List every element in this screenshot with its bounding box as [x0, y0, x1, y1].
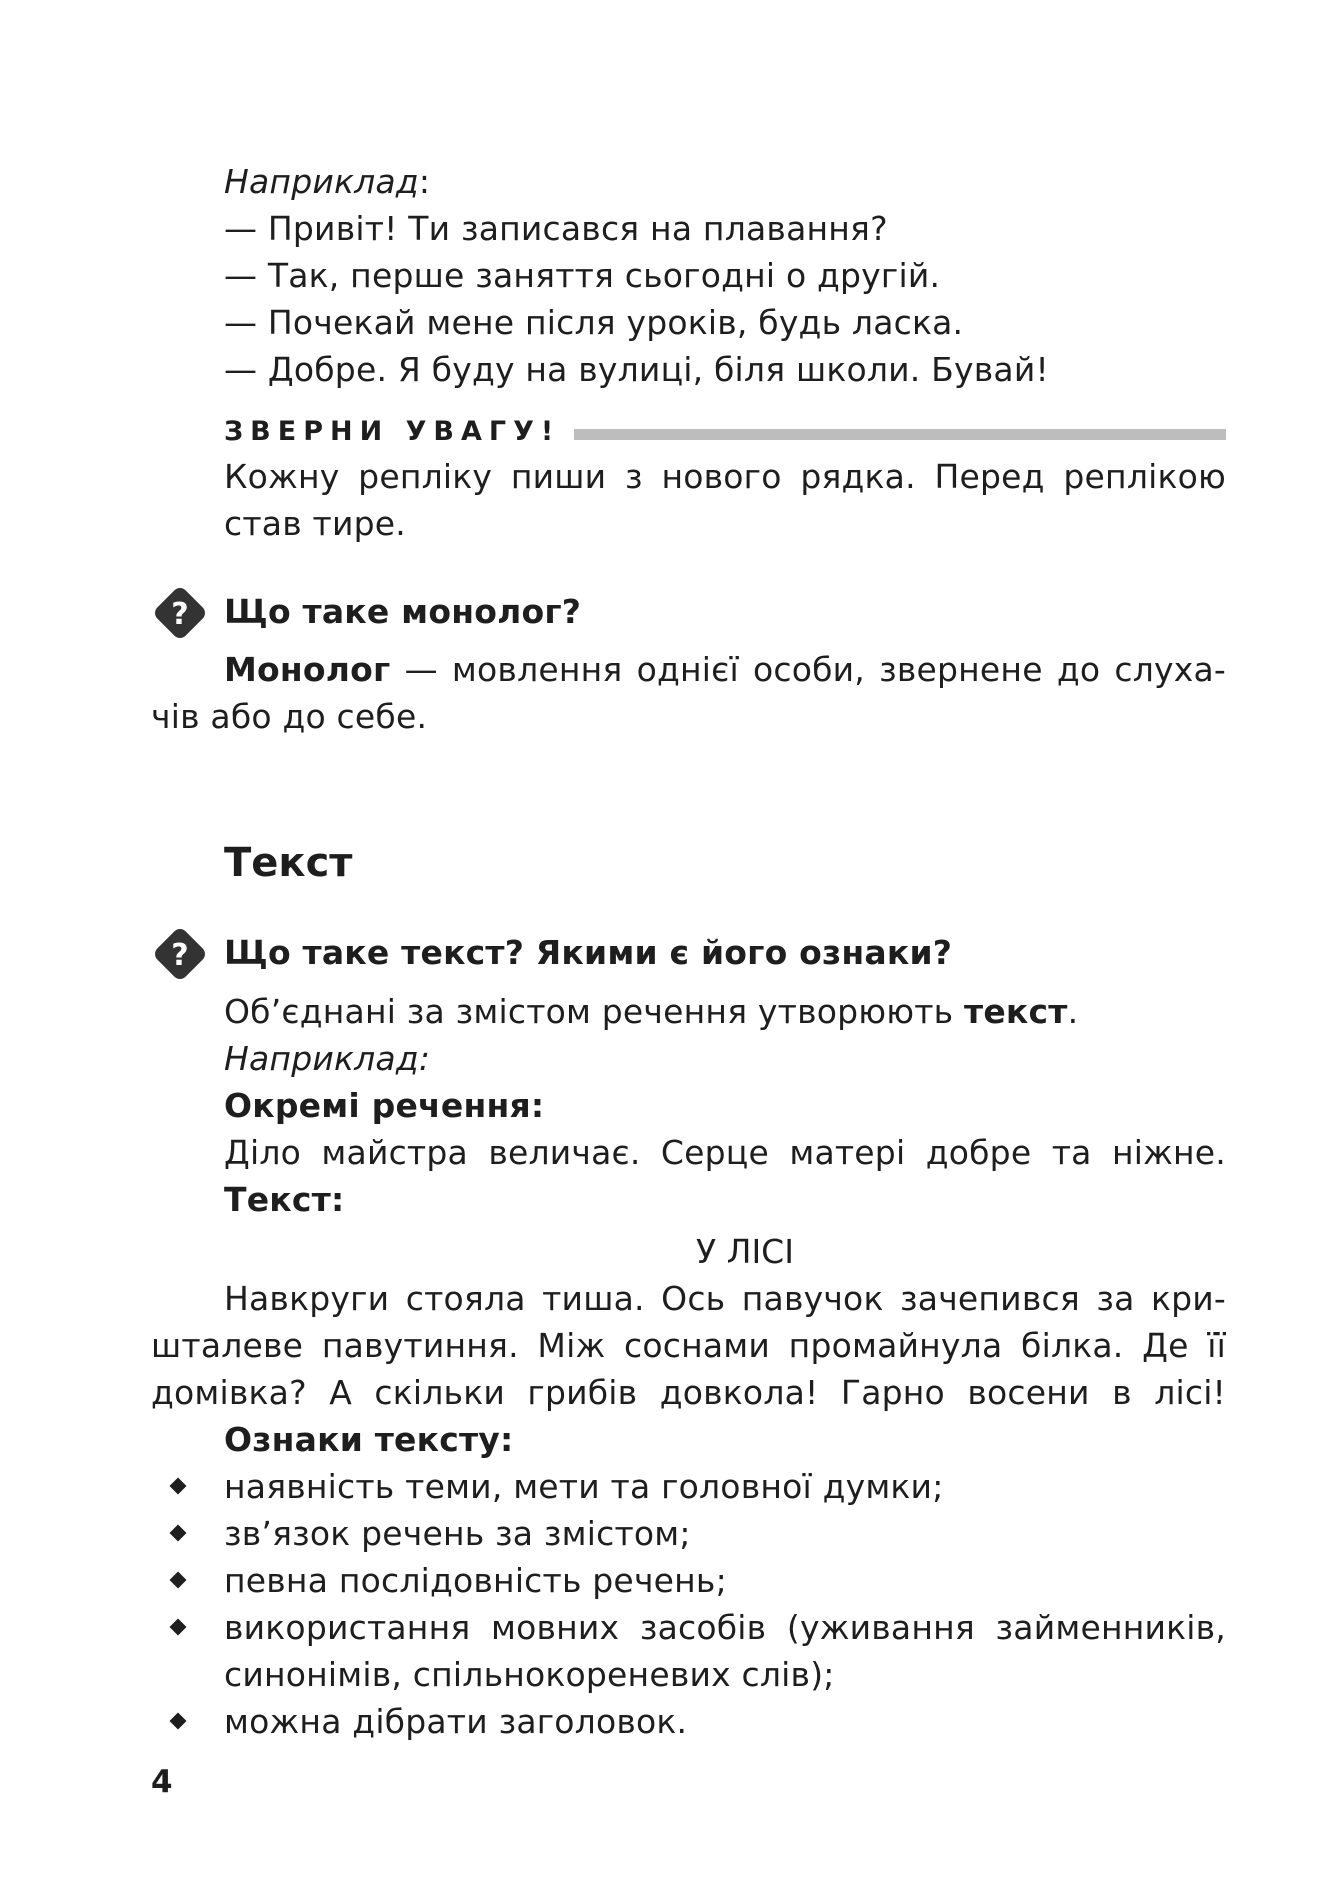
feature-item-4-continued: синонімів, спільнокореневих слів);: [224, 1655, 835, 1694]
monologue-definition-rest: — мовлення однієї особи, звернене до слуха-: [390, 650, 1226, 689]
question-diamond-icon: [150, 583, 210, 643]
dialogue-line-2: — Так, перше заняття сьогодні о другій.: [224, 256, 941, 295]
story-line-1: Навкруги стояла тиша. Ось павучок зачепився за кри-: [224, 1279, 1226, 1318]
text-intro-term: текст: [964, 992, 1068, 1031]
features-label: Ознаки тексту:: [224, 1420, 514, 1459]
monologue-definition-line-2: чів або до себе.: [151, 697, 428, 736]
text-intro: [224, 988, 1226, 1035]
monologue-question: Що таке монолог?: [224, 592, 582, 631]
feature-item-5: можна дібрати заголовок.: [224, 1702, 688, 1741]
notice-text-line-1: Кожну репліку пиши з нового рядка. Перед реплікою: [224, 457, 1226, 496]
text-intro-prefix: Об’єднані за змістом речення утворюють: [224, 992, 964, 1031]
separate-sentences-label: Окремі речення:: [224, 1086, 545, 1125]
text-question: Що таке текст? Якими є його ознаки?: [224, 933, 953, 972]
dialogue-line-1: — Привіт! Ти записався на плавання?: [224, 209, 888, 248]
feature-item-4: використання мовних засобів (уживання займенників,: [224, 1608, 1226, 1647]
monologue-definition-line-1: [224, 646, 1226, 693]
separate-sentences: Діло майстра величає. Серце матері добре та ніжне.: [224, 1133, 1226, 1172]
story-title: У ЛІСІ: [696, 1232, 794, 1271]
example-label-line: [224, 158, 1226, 205]
notice-header: [224, 408, 1226, 455]
text-example-label: Наприклад:: [224, 1039, 431, 1078]
story-line-2: шталеве павутиння. Між соснами промайнула білка. Де її: [151, 1326, 1226, 1365]
diamond-bullet-icon: [170, 1478, 187, 1495]
diamond-bullet-icon: [170, 1572, 187, 1589]
text-intro-suffix: .: [1067, 992, 1079, 1031]
notice-text-line-2: став тире.: [224, 504, 406, 543]
diamond-bullet-icon: [170, 1525, 187, 1542]
dialogue-line-3: — Почекай мене після уроків, будь ласка.: [224, 303, 964, 342]
question-diamond-icon: [150, 924, 210, 984]
example-colon: :: [418, 162, 431, 201]
monologue-term: Монолог: [224, 650, 391, 689]
diamond-bullet-icon: [170, 1713, 187, 1730]
feature-item-1: наявність теми, мети та головної думки;: [224, 1467, 944, 1506]
text-label: Текст:: [224, 1180, 345, 1219]
section-heading: Текст: [224, 840, 353, 886]
diamond-bullet-icon: [170, 1619, 187, 1636]
page-number: 4: [151, 1764, 173, 1800]
feature-item-2: зв’язок речень за змістом;: [224, 1514, 691, 1553]
dialogue-line-4: — Добре. Я буду на вулиці, біля школи. Бувай!: [224, 350, 1049, 389]
svg-text:?: ?: [171, 938, 189, 973]
notice-label: ЗВЕРНИ УВАГУ!: [224, 416, 561, 447]
story-line-3: домівка? А скільки грибів довкола! Гарно восени в лісі!: [151, 1373, 1226, 1412]
example-label: Наприклад: [224, 162, 419, 201]
feature-item-3: певна послідовність речень;: [224, 1561, 727, 1600]
notice-bar: [574, 429, 1226, 440]
svg-text:?: ?: [171, 597, 189, 632]
